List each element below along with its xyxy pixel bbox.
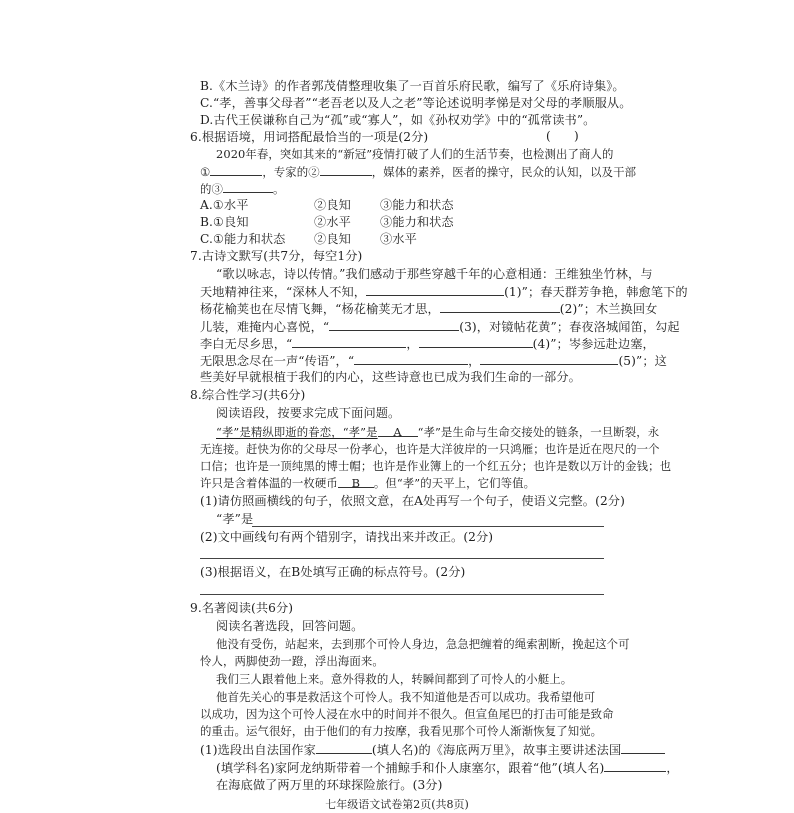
answer-line[interactable] bbox=[200, 558, 604, 559]
poem-text: (4)”；岑参远赴边塞， bbox=[532, 337, 655, 351]
option-part: B.①良知 bbox=[200, 215, 249, 229]
q7-line1: “歌以咏志，诗以传情。”我们感动于那些穿越千年的心意相通：王维独坐竹林，与 bbox=[216, 267, 653, 281]
poem-text: (5)”；这 bbox=[618, 354, 667, 368]
answer-blank[interactable] bbox=[366, 283, 504, 296]
poem-text: 儿装，难掩内心喜悦，“ bbox=[200, 320, 330, 334]
blank-label: ① bbox=[200, 165, 211, 179]
answer-blank[interactable] bbox=[292, 335, 406, 348]
q7-line5 bbox=[200, 335, 655, 352]
q7-line6 bbox=[200, 352, 667, 369]
poem-text: ， bbox=[406, 337, 419, 351]
passage-text: 。 bbox=[272, 182, 285, 196]
option-part: ②良知 bbox=[314, 232, 351, 246]
answer-blank[interactable] bbox=[329, 318, 459, 331]
answer-blank[interactable] bbox=[604, 759, 666, 772]
page-footer: 七年级语文试卷第2页(共8页) bbox=[325, 798, 469, 811]
q6-option-a bbox=[200, 197, 454, 213]
blank-b[interactable] bbox=[338, 475, 374, 488]
passage-text: “孝”是生命与生命交接处的链条，一旦断裂，永 bbox=[417, 425, 660, 439]
q7-title: 7.古诗文默写(共7分，每空1分) bbox=[190, 249, 363, 263]
answer-blank[interactable] bbox=[440, 300, 560, 313]
q9-title: 9.名著阅读(共6分) bbox=[190, 601, 294, 615]
q9-passage-line5: 以成功，因为这个可怜人浸在水中的时间并不很久。但宣鱼尾巴的打击可能是致命 bbox=[200, 707, 614, 721]
q9-passage-line2: 怜人，两脚使劲一蹬，浮出海面来。 bbox=[200, 654, 384, 668]
passage-text: 。但“孝”的天平上，它们等值。 bbox=[373, 476, 536, 490]
answer-blank[interactable] bbox=[316, 741, 372, 754]
q6-option-c bbox=[200, 231, 417, 247]
option-part: C.①能力和状态 bbox=[200, 232, 286, 246]
passage-text: ，媒体的素养，医者的操守，民众的认知，以及干部 bbox=[371, 165, 637, 179]
q7-line4 bbox=[200, 318, 680, 335]
passage-text: 的③ bbox=[200, 182, 223, 196]
q9-intro: 阅读名著选段，回答问题。 bbox=[216, 619, 364, 633]
answer-blank[interactable] bbox=[354, 352, 468, 365]
q9-sub1-line2 bbox=[216, 759, 679, 776]
answer-blank[interactable] bbox=[419, 335, 533, 348]
q8-title: 8.综合性学习(共6分) bbox=[190, 388, 306, 402]
q6-answer-paren-left: ( bbox=[546, 129, 551, 143]
q7-line2 bbox=[200, 283, 688, 300]
answer-blank[interactable] bbox=[480, 352, 618, 365]
answer-blank[interactable] bbox=[223, 180, 273, 193]
question-text: ， bbox=[666, 761, 679, 775]
q9-passage-line6: 的重击。运气很好，由于他们的有力按摩，我看见那个可怜人渐渐恢复了知觉。 bbox=[200, 724, 603, 738]
q8-intro: 阅读语段，按要求完成下面问题。 bbox=[216, 406, 401, 420]
poem-text: 杨花榆荚也在尽情飞舞，“杨花榆荚无才思， bbox=[200, 302, 440, 316]
poem-text: 无限思念尽在一声“传语”，“ bbox=[200, 354, 355, 368]
q9-sub1-line1 bbox=[200, 741, 665, 758]
answer-blank[interactable] bbox=[320, 163, 372, 176]
q6-passage-line2 bbox=[200, 163, 636, 180]
poem-text: 李白无尽乡思，“ bbox=[200, 337, 293, 351]
q8-sub2: (2)文中画线句有两个错别字，请找出来并改正。(2分) bbox=[200, 530, 494, 544]
question-text: (填人名)的《海底两万里》，故事主要讲述法国 bbox=[371, 743, 622, 757]
q8-sub1-prefix: “孝”是 bbox=[216, 512, 254, 526]
q8-passage-line2: 无连接。赶快为你的父母尽一份孝心，也许是大洋彼岸的一只鸿雁；也许是近在咫尺的一个 bbox=[200, 442, 660, 456]
answer-blank[interactable] bbox=[621, 741, 665, 754]
poem-text: ， bbox=[468, 354, 481, 368]
option-d-line: D.古代王侯谦称自己为“孤”或“寡人”，如《孙权劝学》中的“孤常读书”。 bbox=[200, 113, 596, 127]
blank-a[interactable] bbox=[378, 424, 418, 437]
q6-title: 6.根据语境，用词搭配最恰当的一项是(2分) bbox=[190, 130, 429, 144]
option-part: ③能力和状态 bbox=[380, 215, 454, 229]
option-b-line: B.《木兰诗》的作者郭茂倩整理收集了一百首乐府民歌，编写了《乐府诗集》。 bbox=[200, 79, 625, 93]
q8-sub1: (1)请仿照画横线的句子，依照文意，在A处再写一个句子，使语义完整。(2分) bbox=[200, 494, 625, 508]
q7-line7: 些美好早就根植于我们的内心，这些诗意也已成为我们生命的一部分。 bbox=[200, 370, 581, 384]
option-part: ③水平 bbox=[380, 232, 417, 246]
q8-passage-line3: 口信；也许是一顶纯黑的博士帽；也许是作业簿上的一个红五分；也许是数以万计的金钱；也 bbox=[200, 459, 672, 473]
answer-blank[interactable] bbox=[210, 163, 262, 176]
q8-passage-line4 bbox=[200, 475, 535, 491]
underlined-sentence: “孝”是精纵即逝的眷恋，“孝”是 bbox=[216, 425, 378, 439]
option-part: ②良知 bbox=[314, 198, 351, 212]
q9-passage-line4: 他首先关心的事是救活这个可怜人。我不知道他是否可以成功。我希望他可 bbox=[216, 690, 596, 704]
blank-b-label: B bbox=[351, 476, 361, 490]
q6-answer-paren-right: ) bbox=[574, 129, 579, 143]
option-c-line: C.“孝，善事父母者”“老吾老以及人之老”等论述说明孝悌是对父母的孝顺服从。 bbox=[200, 96, 632, 110]
q9-passage-line1: 他没有受伤，站起来，去到那个可怜人身边，急急把缠着的绳索割断，挽起这个可 bbox=[216, 637, 630, 651]
q9-passage-line3: 我们三人跟着他上来。意外得救的人，转瞬间都到了可怜人的小艇上。 bbox=[216, 672, 573, 686]
answer-line[interactable] bbox=[200, 594, 604, 595]
answer-line[interactable] bbox=[252, 526, 604, 527]
poem-text: (2)”；木兰换回女 bbox=[559, 302, 658, 316]
q9-sub1-line3: 在海底做了两万里的环球探险旅行。(3分) bbox=[216, 778, 443, 792]
q8-sub3: (3)根据语义，在B处填写正确的标点符号。(2分) bbox=[200, 565, 466, 579]
q6-passage-line3 bbox=[200, 180, 284, 197]
poem-text: (1)”；春天群芳争艳，韩愈笔下的 bbox=[504, 285, 688, 299]
q6-passage-line1: 2020年春，突如其来的“新冠”疫情打破了人们的生活节奏，也检测出了商人的 bbox=[216, 147, 614, 161]
option-part: A.①水平 bbox=[200, 198, 249, 212]
blank-a-label: A bbox=[393, 425, 402, 439]
option-part: ②水平 bbox=[314, 215, 351, 229]
poem-text: (3)，对镜帖花黄”；春夜洛城闻笛，勾起 bbox=[459, 320, 680, 334]
poem-text: 天地精神往来，“深林人不知， bbox=[200, 285, 367, 299]
option-part: ③能力和状态 bbox=[380, 198, 454, 212]
q6-option-b bbox=[200, 214, 454, 230]
question-text: (填学科名)家阿龙纳斯带着一个捕鲸手和仆人康塞尔，跟着“他”(填人名) bbox=[216, 761, 605, 775]
passage-text: ，专家的② bbox=[262, 165, 320, 179]
question-text: (1)选段出自法国作家 bbox=[200, 743, 316, 757]
q7-line3 bbox=[200, 300, 657, 317]
q8-passage-line1 bbox=[216, 424, 659, 440]
passage-text: 许只是含着体温的一枚硬币 bbox=[200, 476, 338, 490]
